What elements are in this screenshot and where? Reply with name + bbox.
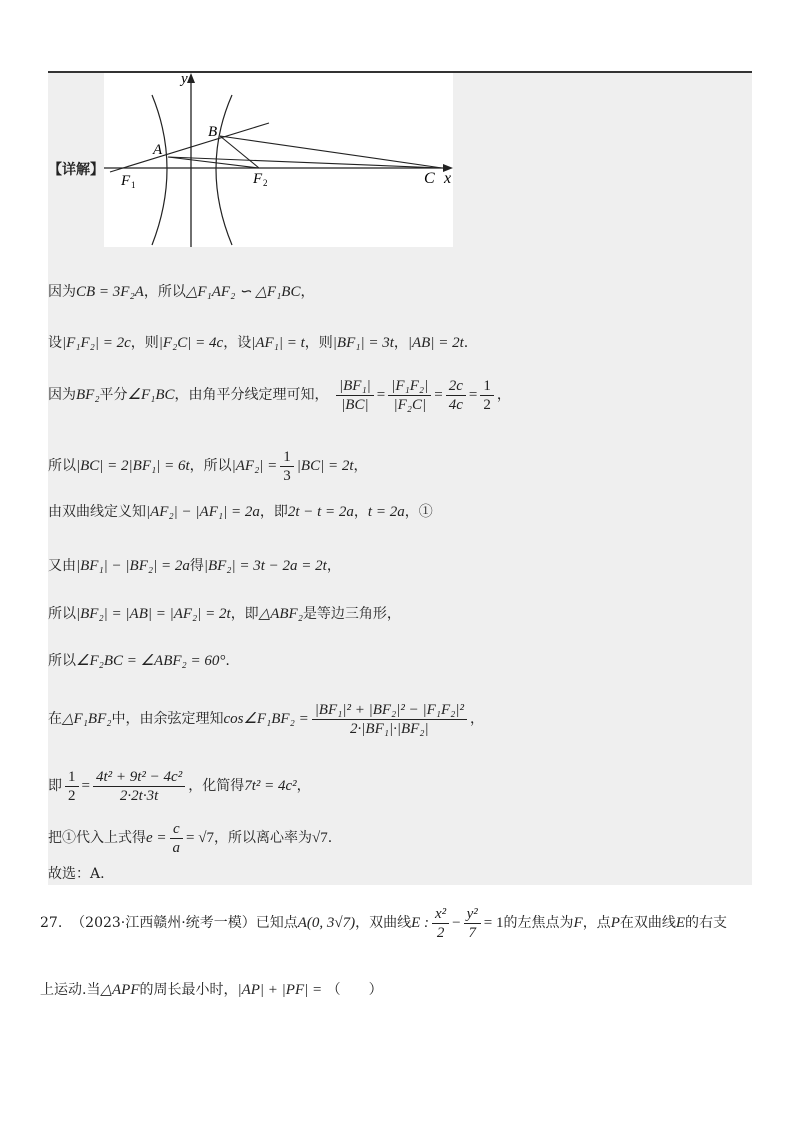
l10-mid: ，化简得 xyxy=(188,778,245,794)
l3-frac2 xyxy=(388,377,431,414)
l11-post: . xyxy=(327,830,333,846)
l5-pre: 由双曲线定义知 xyxy=(48,504,146,520)
l7-mid: ，即 xyxy=(230,606,259,622)
l3-post: ， xyxy=(496,387,511,403)
l7-pre: 所以 xyxy=(48,606,76,622)
l2-eq3: |AF₁| = t xyxy=(251,335,305,351)
l10-pre: 即 xyxy=(48,778,62,794)
question-triangle: △APF xyxy=(100,982,140,998)
question-frac2-den: 7 xyxy=(468,924,476,941)
l3-frac4 xyxy=(480,377,494,414)
question-curve-b: = 1 xyxy=(483,915,504,931)
question-point-a: A(0, 3√7) xyxy=(297,915,356,931)
l11-eq2: √7 xyxy=(311,830,328,846)
l3-eq1: BF₂ xyxy=(76,387,100,403)
l9-eq1: △F₁BF₂ xyxy=(62,711,112,727)
label-x: x xyxy=(444,170,452,187)
l8-eq1: ∠F₂BC = ∠ABF₂ = 60° xyxy=(76,653,226,669)
l4-post: ， xyxy=(353,458,368,474)
l3-frac3-num: 2c xyxy=(446,377,466,396)
l1-pre: 因为 xyxy=(48,284,76,300)
l7-eq1: |BF₂| = |AB| = |AF₂| = 2t xyxy=(76,606,231,622)
label-b: B xyxy=(208,124,218,140)
l5-mid: ，即 xyxy=(259,504,288,520)
l4-pre: 所以 xyxy=(48,458,76,474)
right-branch xyxy=(216,95,232,245)
l6-eq2: |BF₂| = 3t − 2a = 2t xyxy=(203,558,327,574)
l11-frac-num: c xyxy=(170,820,183,839)
question-t5: 的右支 xyxy=(685,915,728,931)
l4-mid: ，所以 xyxy=(189,458,232,474)
l2-t1: ，则 xyxy=(130,335,159,351)
question-eq: |AP| + |PF| = xyxy=(237,982,323,998)
l9-eq2: cos∠F₁BF₂ = xyxy=(223,711,309,727)
l11-frac-den: a xyxy=(172,839,181,856)
y-axis-arrow xyxy=(187,73,195,83)
question-frac2-num: y² xyxy=(464,905,481,924)
question-27-line-2 xyxy=(40,980,383,1000)
l3-frac1-num: |BF₁| xyxy=(336,377,374,396)
l3-frac3-den: 4c xyxy=(448,396,463,413)
l1-vector-eq: CB = 3F₂A xyxy=(76,284,144,300)
l10-frac1 xyxy=(65,768,79,805)
question-curve-a: E : xyxy=(411,915,430,931)
l10-frac1-den: 2 xyxy=(68,787,76,804)
question-frac1-num: x² xyxy=(432,905,449,924)
l1-mid: ，所以 xyxy=(143,284,186,300)
l7-eq2: △ABF₂ xyxy=(258,606,303,622)
question-l2-mid: 的周长最小时， xyxy=(139,982,238,998)
answer-blank: （ ） xyxy=(326,982,383,998)
question-l2-pre: 上运动.当 xyxy=(40,982,101,998)
l2-t5: . xyxy=(463,335,469,351)
solution-line-7 xyxy=(48,604,401,624)
l6-eq1: |BF₁| − |BF₂| = 2a xyxy=(76,558,190,574)
l4-eq2b: |BC| = 2t xyxy=(296,458,354,474)
l4-eq2a: |AF₂| = xyxy=(231,458,278,474)
label-f1: F xyxy=(121,173,131,189)
l5-eq1: |AF₂| − |AF₁| = 2a xyxy=(146,504,260,520)
l10-post: ， xyxy=(296,778,311,794)
l3-frac4-den: 2 xyxy=(483,396,491,413)
solution-line-8 xyxy=(48,651,230,671)
detail-label: 【详解】 xyxy=(48,162,104,178)
l6-mid: 得 xyxy=(189,558,204,574)
l3-frac4-num: 1 xyxy=(480,377,494,396)
l5-eq2: 2t − t = 2a xyxy=(287,504,354,520)
label-f1-sub: 1 xyxy=(131,180,136,190)
l3-pre: 因为 xyxy=(48,387,76,403)
question-focus-f: F xyxy=(573,915,583,931)
l11-frac xyxy=(170,820,184,857)
label-f2-sub: 2 xyxy=(263,178,268,188)
question-number: 27. xyxy=(40,915,63,931)
question-frac1 xyxy=(432,905,449,942)
label-c: C xyxy=(424,170,435,187)
l9-frac-den: 2·|BF₁|·|BF₂| xyxy=(350,720,429,737)
question-27-line-1 xyxy=(40,900,727,946)
l10-frac2-den: 2·2t·3t xyxy=(119,787,159,804)
l8-pre: 所以 xyxy=(48,653,76,669)
l11-pre: 把①代入上式得 xyxy=(48,830,146,846)
l8-post: . xyxy=(225,653,230,669)
label-y: y xyxy=(181,73,188,87)
question-source: （2023·江西赣州·统考一模）已知点 xyxy=(71,915,298,931)
solution-line-6 xyxy=(48,556,341,576)
left-branch xyxy=(152,95,167,245)
l4-frac-den: 3 xyxy=(283,467,291,484)
question-t1: ，双曲线 xyxy=(355,915,412,931)
l10-frac2-num: 4t² + 9t² − 4c² xyxy=(93,768,185,787)
l3-frac1 xyxy=(336,377,374,414)
solution-line-10 xyxy=(48,763,311,809)
l3-mid1: 平分 xyxy=(99,387,128,403)
l3-frac3 xyxy=(446,377,466,414)
l4-frac xyxy=(280,448,294,485)
l10-eq: = xyxy=(81,778,90,794)
l2-pre: 设 xyxy=(48,335,62,351)
l9-post: ， xyxy=(470,711,484,727)
question-t4: 在双曲线 xyxy=(619,915,676,931)
solution-conclusion: 故选：A. xyxy=(48,866,105,882)
l6-pre: 又由 xyxy=(48,558,76,574)
l2-eq1: |F₁F₂| = 2c xyxy=(62,335,131,351)
l2-t2: ，设 xyxy=(223,335,252,351)
solution-line-11 xyxy=(48,816,332,860)
l11-mid: ，所以离心率为 xyxy=(213,830,312,846)
l5-t2: ， xyxy=(353,504,368,520)
line-f1-b xyxy=(110,123,269,172)
solution-line-9 xyxy=(48,696,484,742)
l9-mid: 中，由余弦定理知 xyxy=(111,711,224,727)
question-frac1-den: 2 xyxy=(436,924,445,941)
solution-line-4 xyxy=(48,446,368,486)
label-a: A xyxy=(153,142,163,158)
l3-frac2-den: |F₂C| xyxy=(393,396,427,413)
l2-t4: ， xyxy=(393,335,408,351)
l2-eq5: |AB| = 2t xyxy=(407,335,464,351)
l9-frac xyxy=(312,701,467,738)
l2-t3: ，则 xyxy=(304,335,333,351)
l6-post: ， xyxy=(326,558,341,574)
l11-eq1b: = √7 xyxy=(186,830,214,846)
question-t2: 的左焦点为 xyxy=(503,915,574,931)
l3-frac2-num: |F₁F₂| xyxy=(388,377,431,396)
hyperbola-diagram xyxy=(104,73,453,247)
l10-frac1-num: 1 xyxy=(65,768,79,787)
l3-mid2: ，由角平分线定理可知， xyxy=(174,387,329,403)
solution-line-3: 因为BF₂平分∠F₁BC，由角平分线定理可知， $\frac{\text{|BF₁|}}{|BC|}$ = $\frac{\text{|F₁F₂|}}{\text{|F₂C|}}$ = $\frac{2c}{4c}$ = $\frac{1}{2}$ ， xyxy=(48,377,511,413)
hyperbola-figure xyxy=(104,73,453,247)
label-f2: F xyxy=(253,171,263,187)
l3-frac1-den: |BC| xyxy=(341,396,369,413)
l11-eq1a: e = xyxy=(146,830,167,846)
l9-pre: 在 xyxy=(48,711,62,727)
l5-eq3: t = 2a xyxy=(367,504,405,520)
question-point-p: P xyxy=(610,915,620,931)
l10-frac2 xyxy=(93,768,185,805)
question-frac2 xyxy=(464,905,481,942)
l4-frac-num: 1 xyxy=(280,448,294,467)
l9-frac-num: |BF₁|² + |BF₂|² − |F₁F₂|² xyxy=(312,701,467,720)
solution-line-1 xyxy=(48,282,314,302)
l7-post: 是等边三角形， xyxy=(302,606,401,622)
l2-eq4: |BF₁| = 3t xyxy=(332,335,394,351)
solution-line-2 xyxy=(48,333,468,353)
question-minus: − xyxy=(452,915,461,931)
l4-eq1: |BC| = 2|BF₁| = 6t xyxy=(76,458,190,474)
l3-eq2: ∠F₁BC xyxy=(127,387,175,403)
question-t3: ，点 xyxy=(582,915,611,931)
l2-eq2: |F₂C| = 4c xyxy=(158,335,224,351)
l5-post: ，① xyxy=(404,504,433,520)
l1-similar-eq: △F₁AF₂ ∽ △F₁BC xyxy=(185,284,301,300)
question-curve-e: E xyxy=(675,915,686,931)
l1-post: ， xyxy=(300,284,315,300)
l10-eq2: 7t² = 4c² xyxy=(244,778,297,794)
solution-line-5 xyxy=(48,502,433,522)
